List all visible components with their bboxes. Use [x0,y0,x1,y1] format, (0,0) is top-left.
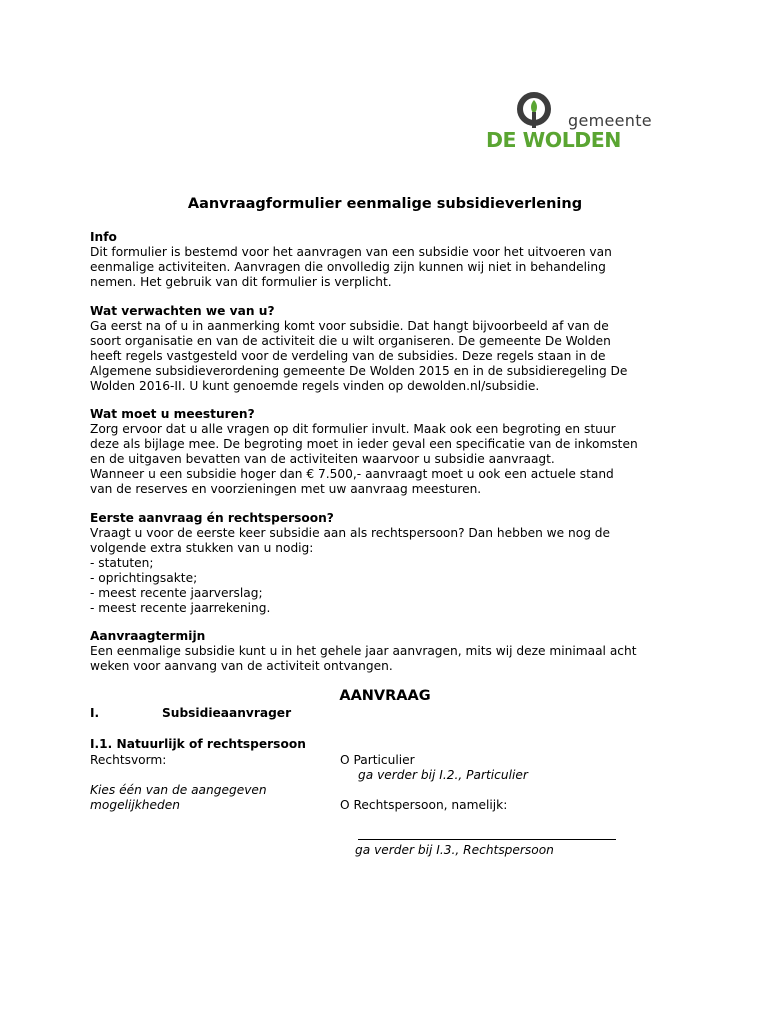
list-item: - meest recente jaarrekening. [90,601,690,616]
option-rechtspersoon[interactable]: O Rechtspersoon, namelijk: [340,798,508,812]
document-title: Aanvraagformulier eenmalige subsidieverlening [187,196,583,212]
section-title: Subsidieaanvrager [162,706,292,720]
first-request-section [90,511,690,616]
list-item: - statuten; [90,556,690,571]
info-heading: Info [90,230,117,244]
list-item: - oprichtingsakte; [90,571,690,586]
expect-text: Ga eerst na of u in aanmerking komt voor subsidie. Dat hangt bijvoorbeeld af van de soort organisatie en van de activiteit die u wilt organiseren. De gemeente De Wolden heeft regels vastgesteld voor de verdeling van de subsidies. Deze regels staan in de Algemene subsidieverordening gemeente De Wolden 2015 en in de subsidieregeling De Wolden 2016-II. U kunt genoemde regels vinden op dewolden.nl/subsidie. [90,319,628,393]
term-section [90,629,690,674]
first-heading: Eerste aanvraag én rechtspersoon? [90,511,334,525]
required-documents-list [90,556,690,616]
expect-section [90,304,690,394]
municipality-logo [486,92,656,152]
subsection-heading: I.1. Natuurlijk of rechtspersoon [90,737,306,751]
info-text: Dit formulier is bestemd voor het aanvragen van een subsidie voor het uitvoeren van eenmalige activiteiten. Aanvragen die onvolledig zijn kunnen wij niet in behandeling nemen. Het gebruik van dit formulier is verplicht. [90,245,612,289]
send-heading: Wat moet u meesturen? [90,407,255,421]
logo-gemeente-text: gemeente [568,111,652,130]
logo-name-text: DE WOLDEN [486,128,621,152]
logo-emblem-icon [516,92,552,130]
option-rechtspersoon-note: ga verder bij I.3., Rechtspersoon [355,843,554,857]
first-text: Vraagt u voor de eerste keer subsidie aan als rechtspersoon? Dan hebben we nog de volgende extra stukken van u nodig: [90,526,611,555]
send-text: Zorg ervoor dat u alle vragen op dit formulier invult. Maak ook een begroting en stuur deze als bijlage mee. De begroting moet in ieder geval een specificatie van de inkomsten en de uitgaven bevatten van de activiteiten waarvoor u subsidie aanvraagt. Wanneer u een subsidie hoger dan € 7.500,- aanvraagt moet u ook een actuele stand van de reserves en voorzieningen met uw aanvraag meesturen. [90,422,638,496]
term-heading: Aanvraagtermijn [90,629,206,643]
send-section [90,407,690,497]
option-particulier[interactable]: O Particulier [340,753,415,767]
choice-hint: Kies één van de aangegeven mogelijkheden [90,783,267,812]
info-section [90,230,690,290]
legal-form-label: Rechtsvorm: [90,753,167,767]
term-text: Een eenmalige subsidie kunt u in het gehele jaar aanvragen, mits wij deze minimaal acht weken voor aanvang van de activiteit ontvangen. [90,644,637,673]
expect-heading: Wat verwachten we van u? [90,304,275,318]
rechtspersoon-name-field[interactable] [358,839,616,840]
section-number: I. [90,706,100,720]
option-particulier-note: ga verder bij I.2., Particulier [358,768,528,782]
form-header: AANVRAAG [339,688,431,704]
list-item: - meest recente jaarverslag; [90,586,690,601]
